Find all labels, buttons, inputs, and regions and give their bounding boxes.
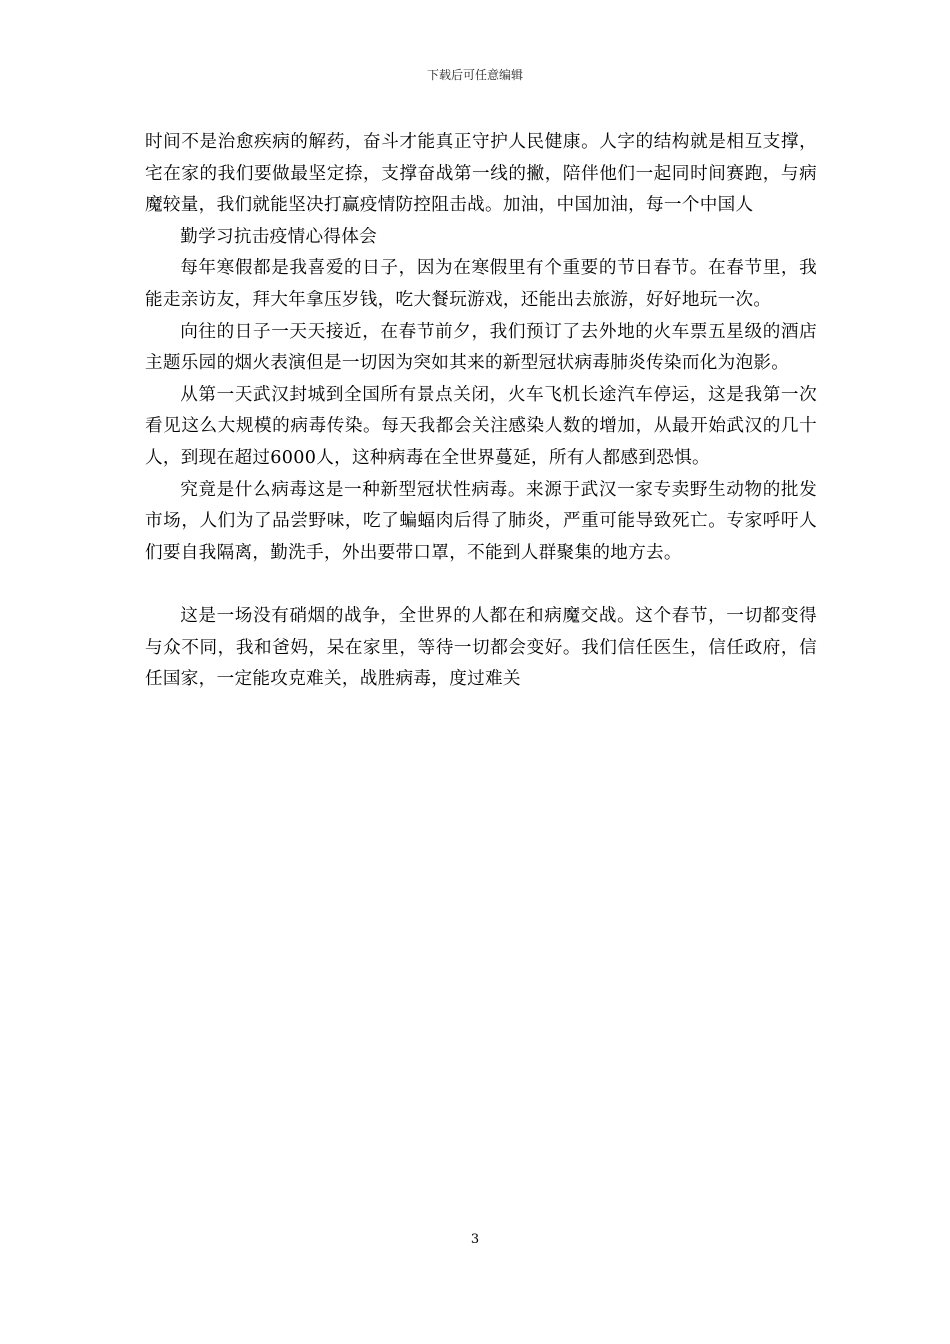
paragraph: 究竟是什么病毒这是一种新型冠状性病毒。来源于武汉一家专卖野生动物的批发市场，人们为了品尝野味，吃了蝙蝠肉后得了肺炎，严重可能导致死亡。专家呼吁人们要自我隔离，勤洗手，外出要带口罩，不能到人群聚集的地方去。: [145, 479, 817, 563]
section-title: 勤学习抗击疫情心得体会: [180, 226, 378, 247]
blank-line: [145, 569, 817, 601]
page-header: 下载后可任意编辑: [426, 68, 523, 82]
paragraph-continuation: 时间不是治愈疾病的解药，奋斗才能真正守护人民健康。人字的结构就是相互支撑，宅在家的我们要做最坚定捺，支撑奋战第一线的撇，陪伴他们一起同时间赛跑，与病魔较量，我们就能坚决打赢疫情防控阻击战。加油，中国加油，每一个中国人: [145, 132, 817, 216]
paragraph: 每年寒假都是我喜爱的日子，因为在寒假里有个重要的节日春节。在春节里，我能走亲访友，拜大年拿压岁钱，吃大餐玩游戏，还能出去旅游，好好地玩一次。: [145, 258, 817, 310]
paragraph: 从第一天武汉封城到全国所有景点关闭，火车飞机长途汽车停运，这是我第一次看见这么大规模的病毒传染。每天我都会关注感染人数的增加，从最开始武汉的几十人，到现在超过6000人，这种病毒在全世界蔓延，所有人都感到恐惧。: [145, 384, 817, 468]
page-number: 3: [470, 1232, 480, 1247]
paragraph: 向往的日子一天天接近，在春节前夕，我们预订了去外地的火车票五星级的酒店主题乐园的烟火表演但是一切因为突如其来的新型冠状病毒肺炎传染而化为泡影。: [145, 321, 817, 374]
document-body: [145, 127, 817, 696]
paragraph: 这是一场没有硝烟的战争，全世界的人都在和病魔交战。这个春节，一切都变得与众不同，我和爸妈，呆在家里，等待一切都会变好。我们信任医生，信任政府，信任国家，一定能攻克难关，战胜病毒，度过难关: [145, 605, 817, 690]
